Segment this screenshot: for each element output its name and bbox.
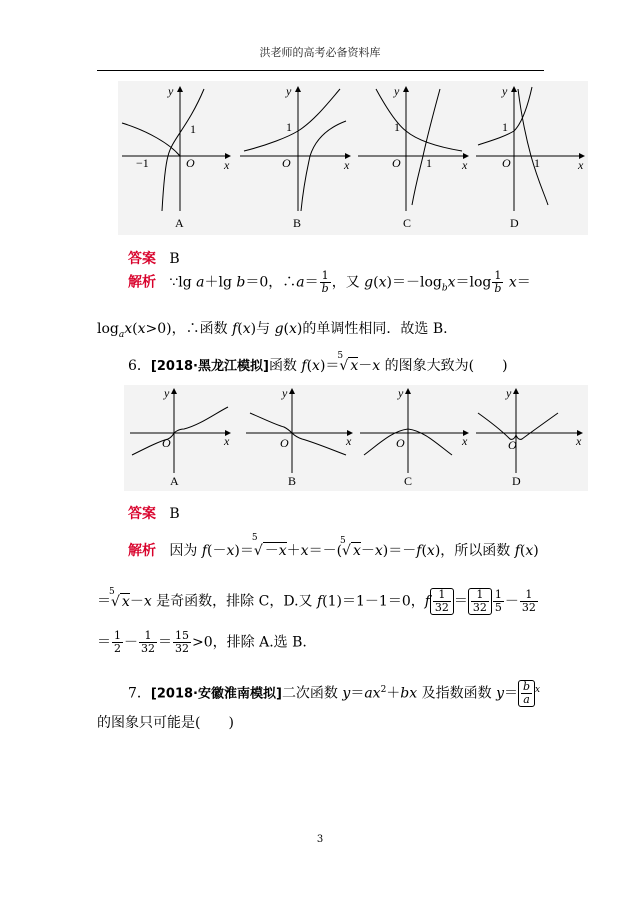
graph-panel-b bbox=[246, 389, 352, 473]
svg-text:x: x bbox=[224, 158, 230, 172]
q5-analysis-line-1: 解析 ∵lg a＋lg b＝0，∴a＝ $\frac{1}{b}$ ，又 $g(x)=-\log_bx=\log$ $\frac{1}{b}$ x＝ bbox=[128, 269, 531, 295]
svg-text:1: 1 bbox=[394, 120, 400, 134]
answer-value: B bbox=[169, 251, 180, 267]
q6-analysis-line-1: 解析 因为 f(－x)＝ 5 √ －x＋x＝－( 5 √ x－x)＝－f(x)，所以函数 f(x) bbox=[128, 533, 539, 559]
fig1-label-d: D bbox=[510, 216, 519, 230]
svg-text:y: y bbox=[398, 386, 404, 400]
svg-text:O: O bbox=[282, 156, 291, 170]
svg-text:y: y bbox=[502, 84, 508, 98]
svg-text:1: 1 bbox=[534, 156, 540, 170]
svg-text:O: O bbox=[280, 436, 289, 450]
analysis-label: 解析 bbox=[128, 274, 156, 291]
fig2-label-b: B bbox=[288, 474, 297, 488]
svg-text:1: 1 bbox=[190, 122, 196, 136]
analysis-label: 解析 bbox=[128, 543, 156, 559]
svg-text:y: y bbox=[168, 84, 174, 98]
q7-source: [2018·安徽淮南模拟] bbox=[150, 686, 282, 702]
page-header: 洪老师的高考必备资料库 bbox=[259, 46, 381, 59]
fig2-label-a: A bbox=[170, 474, 179, 488]
svg-text:1: 1 bbox=[286, 120, 292, 134]
svg-text:1: 1 bbox=[426, 156, 432, 170]
q7-number: 7． bbox=[128, 685, 151, 702]
header-rule bbox=[97, 70, 544, 71]
svg-text:y: y bbox=[286, 84, 292, 98]
svg-text:x: x bbox=[346, 434, 352, 448]
svg-text:−1: −1 bbox=[136, 156, 149, 170]
answer-label: 答案 bbox=[128, 506, 156, 522]
q6-analysis-line-3: ＝ $\frac{1}{2}$ － $\frac{1}{32}$ ＝ $\frac{15}{32}$ >0，排除 A.选 B. bbox=[97, 629, 307, 655]
answer-label: 答案 bbox=[128, 251, 156, 267]
svg-text:x: x bbox=[462, 434, 468, 448]
svg-text:O: O bbox=[396, 436, 405, 450]
fig2-label-d: D bbox=[512, 474, 521, 488]
q5-analysis-line-2: $\log_ax(x>0)$，∴函数 f(x)与 g(x)的单调性相同．故选 B. bbox=[97, 321, 448, 340]
fig1-label-c: C bbox=[403, 216, 412, 230]
q6-stem: 6．[2018·黑龙江模拟]函数 f(x)＝ 5 √ x－x 的图象大致为( ) bbox=[128, 351, 508, 374]
graph-panel-c bbox=[360, 389, 468, 473]
q6-analysis-line-2: ＝ 5 √ x－x 是奇函数，排除 C，D.又 f(1)＝1－1＝0，f $\frac{1}{32}$ ＝ $\frac{1}{32}$ $\frac{1}{5}$ － $\frac{1}{32}$ bbox=[97, 586, 536, 614]
fig1-label-a: A bbox=[175, 216, 184, 230]
svg-text:x: x bbox=[578, 158, 584, 172]
svg-text:y: y bbox=[164, 386, 170, 400]
graph-panel-d bbox=[476, 87, 584, 211]
svg-text:O: O bbox=[186, 156, 195, 170]
figure-q5-graphs bbox=[118, 81, 588, 235]
svg-text:x: x bbox=[344, 158, 350, 172]
graph-panel-a bbox=[130, 389, 230, 473]
svg-text:1: 1 bbox=[502, 120, 508, 134]
graph-panel-d bbox=[476, 389, 582, 473]
q6-source: [2018·黑龙江模拟] bbox=[150, 359, 269, 374]
figure-q6-graphs bbox=[124, 385, 588, 491]
q6-answer bbox=[128, 503, 180, 523]
svg-text:O: O bbox=[508, 438, 517, 452]
q7-stem-line-1: 7．[2018·安徽淮南模拟]二次函数 $y=ax^2+bx$ 及指数函数 y＝ $\frac{b}{a}$ $^x$ bbox=[128, 680, 541, 706]
answer-value: B bbox=[169, 506, 180, 522]
svg-text:x: x bbox=[224, 434, 230, 448]
svg-text:y: y bbox=[282, 386, 288, 400]
svg-text:O: O bbox=[502, 156, 511, 170]
svg-text:y: y bbox=[394, 84, 400, 98]
svg-text:O: O bbox=[392, 156, 401, 170]
graph-panel-b bbox=[240, 87, 350, 211]
svg-text:O: O bbox=[162, 436, 171, 450]
graph-panel-a bbox=[122, 87, 230, 211]
q6-number: 6． bbox=[128, 358, 151, 374]
graph-panel-c bbox=[358, 87, 468, 211]
svg-text:x: x bbox=[462, 158, 468, 172]
svg-text:x: x bbox=[576, 434, 582, 448]
fig2-label-c: C bbox=[404, 474, 413, 488]
q5-answer bbox=[128, 248, 180, 268]
page-number: 3 bbox=[316, 834, 324, 845]
q7-stem-line-2: 的图象只可能是( ) bbox=[97, 715, 234, 731]
fig1-label-b: B bbox=[293, 216, 302, 230]
svg-text:y: y bbox=[506, 386, 512, 400]
